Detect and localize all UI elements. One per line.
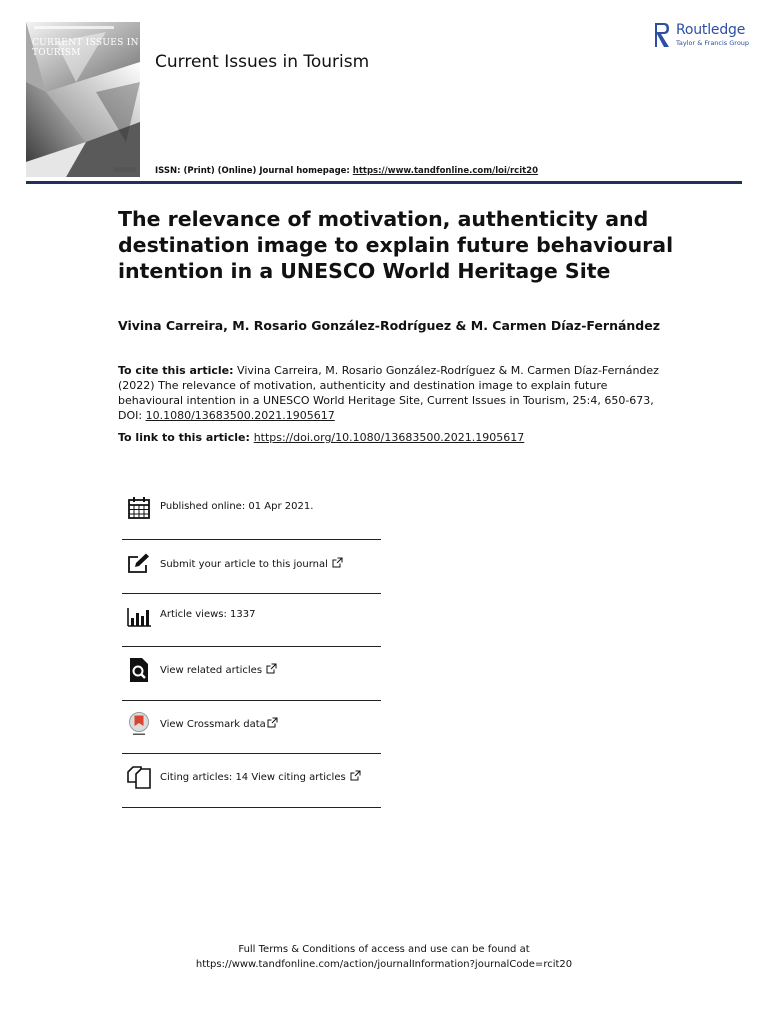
article-link-line [118, 431, 524, 444]
doi-link[interactable]: 10.1080/13683500.2021.1905617 [145, 409, 335, 422]
publisher-subtitle: Taylor & Francis Group [676, 39, 750, 47]
submit-article-text[interactable] [160, 557, 343, 570]
footer [0, 943, 768, 972]
calendar-icon [126, 495, 152, 521]
citation-label: To cite this article: [118, 364, 234, 377]
submit-article-label[interactable]: Submit your article to this journal [160, 559, 328, 570]
submit-article-row[interactable] [122, 540, 381, 594]
related-articles-row[interactable] [122, 647, 381, 701]
related-articles-label[interactable]: View related articles [160, 665, 263, 676]
bar-chart-icon [126, 604, 152, 630]
article-authors: Vivina Carreira, M. Rosario González-Rodríguez & M. Carmen Díaz-Fernández [118, 318, 661, 333]
cover-strip [34, 26, 114, 29]
related-articles-icon [126, 657, 152, 683]
crossmark-label[interactable]: View Crossmark data [160, 718, 266, 730]
citing-articles-icon [126, 764, 152, 790]
footer-terms-url[interactable]: https://www.tandfonline.com/action/journalInformation?journalCode=rcit20 [195, 958, 573, 970]
article-doi-url-link[interactable]: https://doi.org/10.1080/13683500.2021.1905617 [253, 431, 525, 444]
published-online-row [122, 485, 381, 540]
cover-title: CURRENT ISSUES IN TOURISM [32, 38, 139, 58]
external-link-icon [266, 663, 277, 674]
citation-block [118, 363, 663, 423]
header-divider [26, 181, 742, 184]
article-link-label: To link to this article: [118, 431, 254, 444]
publisher-logo [653, 21, 753, 51]
citing-articles-row[interactable] [122, 754, 381, 808]
external-link-icon [332, 557, 343, 568]
related-articles-text[interactable] [160, 663, 277, 676]
article-info-list [122, 485, 381, 808]
published-online-text: Published online: 01 Apr 2021. [160, 501, 314, 512]
crossmark-text[interactable] [160, 717, 278, 730]
article-title: The relevance of motivation, authenticity and destination image to explain future behavioural intention in a UNESCO World Heritage Site [118, 207, 674, 283]
edit-icon [126, 552, 152, 578]
issn-line [155, 166, 538, 176]
crossmark-icon [126, 711, 152, 737]
citation-text: Vivina Carreira, M. Rosario González-Rodríguez & M. Carmen Díaz-Fernández (2022) The relevance of motivation, authenticity and destination image to explain future behavioural intention in a UNESCO World Heritage Site, Current Issues in Tourism, 25:4, 650-673, DOI: [118, 364, 659, 422]
article-views-text: Article views: 1337 [160, 608, 256, 620]
issn-label: ISSN: (Print) (Online) Journal homepage: [155, 166, 353, 176]
journal-name[interactable]: Current Issues in Tourism [155, 52, 370, 72]
cover-publisher-logo [114, 167, 136, 172]
article-views-row [122, 594, 381, 648]
journal-homepage-link[interactable]: https://www.tandfonline.com/loi/rcit20 [352, 166, 538, 176]
external-link-icon [267, 717, 278, 728]
citing-articles-text[interactable] [160, 770, 361, 783]
routledge-r-icon [653, 21, 671, 49]
publisher-name: Routledge [676, 22, 746, 38]
crossmark-row[interactable] [122, 701, 381, 755]
journal-cover-image [26, 22, 140, 177]
footer-terms-text: Full Terms & Conditions of access and use can be found at [238, 944, 530, 955]
external-link-icon [350, 770, 361, 781]
citing-articles-label[interactable]: Citing articles: 14 View citing articles [160, 772, 346, 783]
